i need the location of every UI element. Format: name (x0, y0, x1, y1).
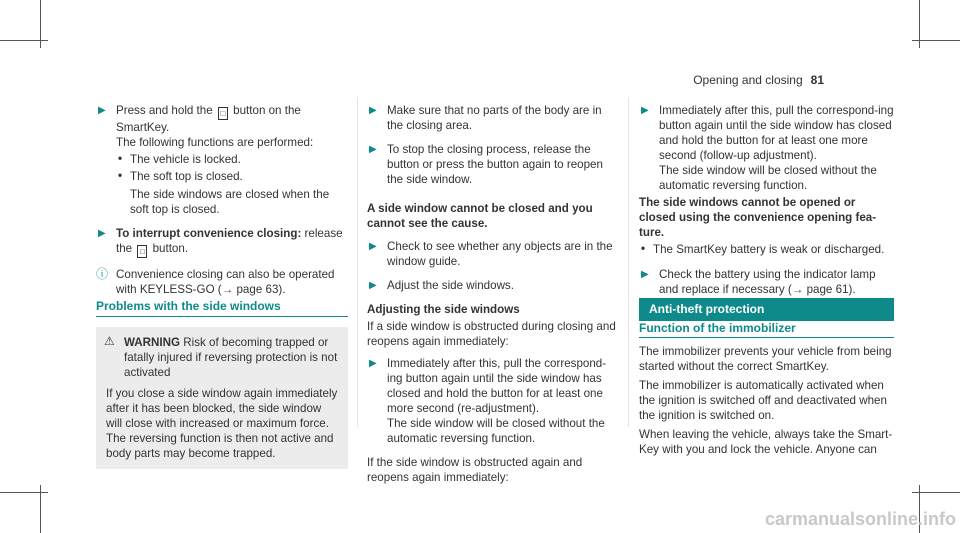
triangle-right-icon: ▶ (641, 105, 649, 116)
bullet-list (116, 152, 346, 217)
bullet-list (639, 242, 894, 257)
info-icon: ⓘ (96, 267, 109, 281)
section-rule (639, 337, 894, 338)
paragraph: The immobilizer prevents your vehicle from being started without the correct SmartKey. (639, 345, 892, 373)
section-rule (96, 316, 348, 317)
list-item: • The soft top is closed. The side windows are closed when the soft top is closed. (116, 169, 346, 217)
bullet-sub: The side windows are closed when the soft top is closed. (130, 188, 330, 216)
step-text: button. (152, 242, 189, 255)
step: ▶ Check the battery using the indicator lamp and replace if necessary (→ page 61). (641, 268, 876, 296)
column-1 (96, 103, 346, 297)
step: ▶ Adjust the side windows. (369, 279, 514, 292)
key-button-icon: □ (218, 107, 228, 120)
step (96, 226, 346, 258)
watermark: carmanualsonline.info (764, 509, 956, 529)
subheading: Adjusting the side windows (367, 303, 520, 316)
key-button-icon: □ (137, 245, 147, 258)
page-header (693, 73, 824, 88)
list-item: • The vehicle is locked. (118, 152, 241, 166)
step: ▶ Immediately after this, pull the correspond-ing button again until the side window has closed and hold the button for at least one more second (re-adjustment). The side window will be closed without the automatic reversing function. (369, 357, 607, 445)
crop-mark (0, 492, 48, 493)
step: ▶ Make sure that no parts of the body are in the closing area. (369, 104, 602, 132)
step-intro: The following functions are performed: (116, 136, 314, 149)
triangle-right-icon: ▶ (369, 280, 377, 291)
column-2 (367, 103, 617, 492)
column-separator (628, 97, 629, 427)
section-highlight: Anti-theft protection (639, 298, 894, 321)
paragraph: When leaving the vehicle, always take the Smart-Key with you and lock the vehicle. Anyone can (639, 428, 893, 456)
problem-heading: The side windows cannot be opened or closed using the convenience opening fea-ture. (639, 196, 877, 239)
column-separator (357, 97, 358, 427)
step: ▶ Check to see whether any objects are in the window guide. (369, 240, 613, 268)
page-number: 81 (810, 73, 824, 87)
triangle-right-icon: ▶ (369, 105, 377, 116)
section-title: Problems with the side windows (96, 299, 281, 313)
warning-lead: Risk of becoming trapped or fatally injured if reversing protection is not activated (124, 336, 338, 379)
triangle-right-icon: ▶ (369, 144, 377, 155)
warning-body: If you close a side window again immediately after it has been blocked, the side window will close with increased or maximum force. The reversing function is then not active and body parts may become trapped. (106, 387, 338, 460)
crop-mark (912, 492, 960, 493)
warning-label: WARNING (124, 336, 181, 349)
warning-box (96, 327, 348, 469)
triangle-right-icon: ▶ (369, 358, 377, 369)
crop-mark (912, 40, 960, 41)
info-note: ⓘ Convenience closing can also be operated with KEYLESS-GO (→ page 63). (96, 267, 335, 296)
step-text: Press and hold the (116, 104, 213, 117)
triangle-right-icon: ▶ (98, 105, 106, 116)
paragraph: If the side window is obstructed again and reopens again immediately: (367, 456, 583, 484)
step-bold: To interrupt convenience closing: (116, 227, 302, 240)
warning-triangle-icon: ⚠ (104, 334, 115, 348)
step: ▶ To stop the closing process, release the button or press the button again to reopen the side window. (369, 143, 603, 186)
list-item: • The SmartKey battery is weak or discharged. (641, 242, 885, 256)
paragraph: If a side window is obstructed during closing and reopens again immediately: (367, 320, 616, 348)
step-text: SmartKey. (116, 121, 170, 134)
triangle-right-icon: ▶ (369, 241, 377, 252)
header-title: Opening and closing (693, 73, 803, 87)
triangle-right-icon: ▶ (641, 269, 649, 280)
column-3 (639, 103, 894, 306)
triangle-right-icon: ▶ (98, 228, 106, 239)
crop-mark (0, 40, 48, 41)
step-text: release the (116, 227, 343, 255)
step-text: button on the (233, 104, 301, 117)
immobilizer-text (639, 344, 894, 464)
step: ▶ Immediately after this, pull the correspond-ing button again until the side window has closed and hold the button for at least one more second (follow-up adjustment). The side window will be closed without the automatic reversing function. (641, 104, 894, 192)
problem-heading: A side window cannot be closed and you cannot see the cause. (367, 202, 593, 230)
step (96, 103, 346, 217)
section-title: Function of the immobilizer (639, 321, 796, 335)
paragraph: The immobilizer is automatically activated when the ignition is switched off and deactivated when the ignition is switched on. (639, 379, 887, 422)
